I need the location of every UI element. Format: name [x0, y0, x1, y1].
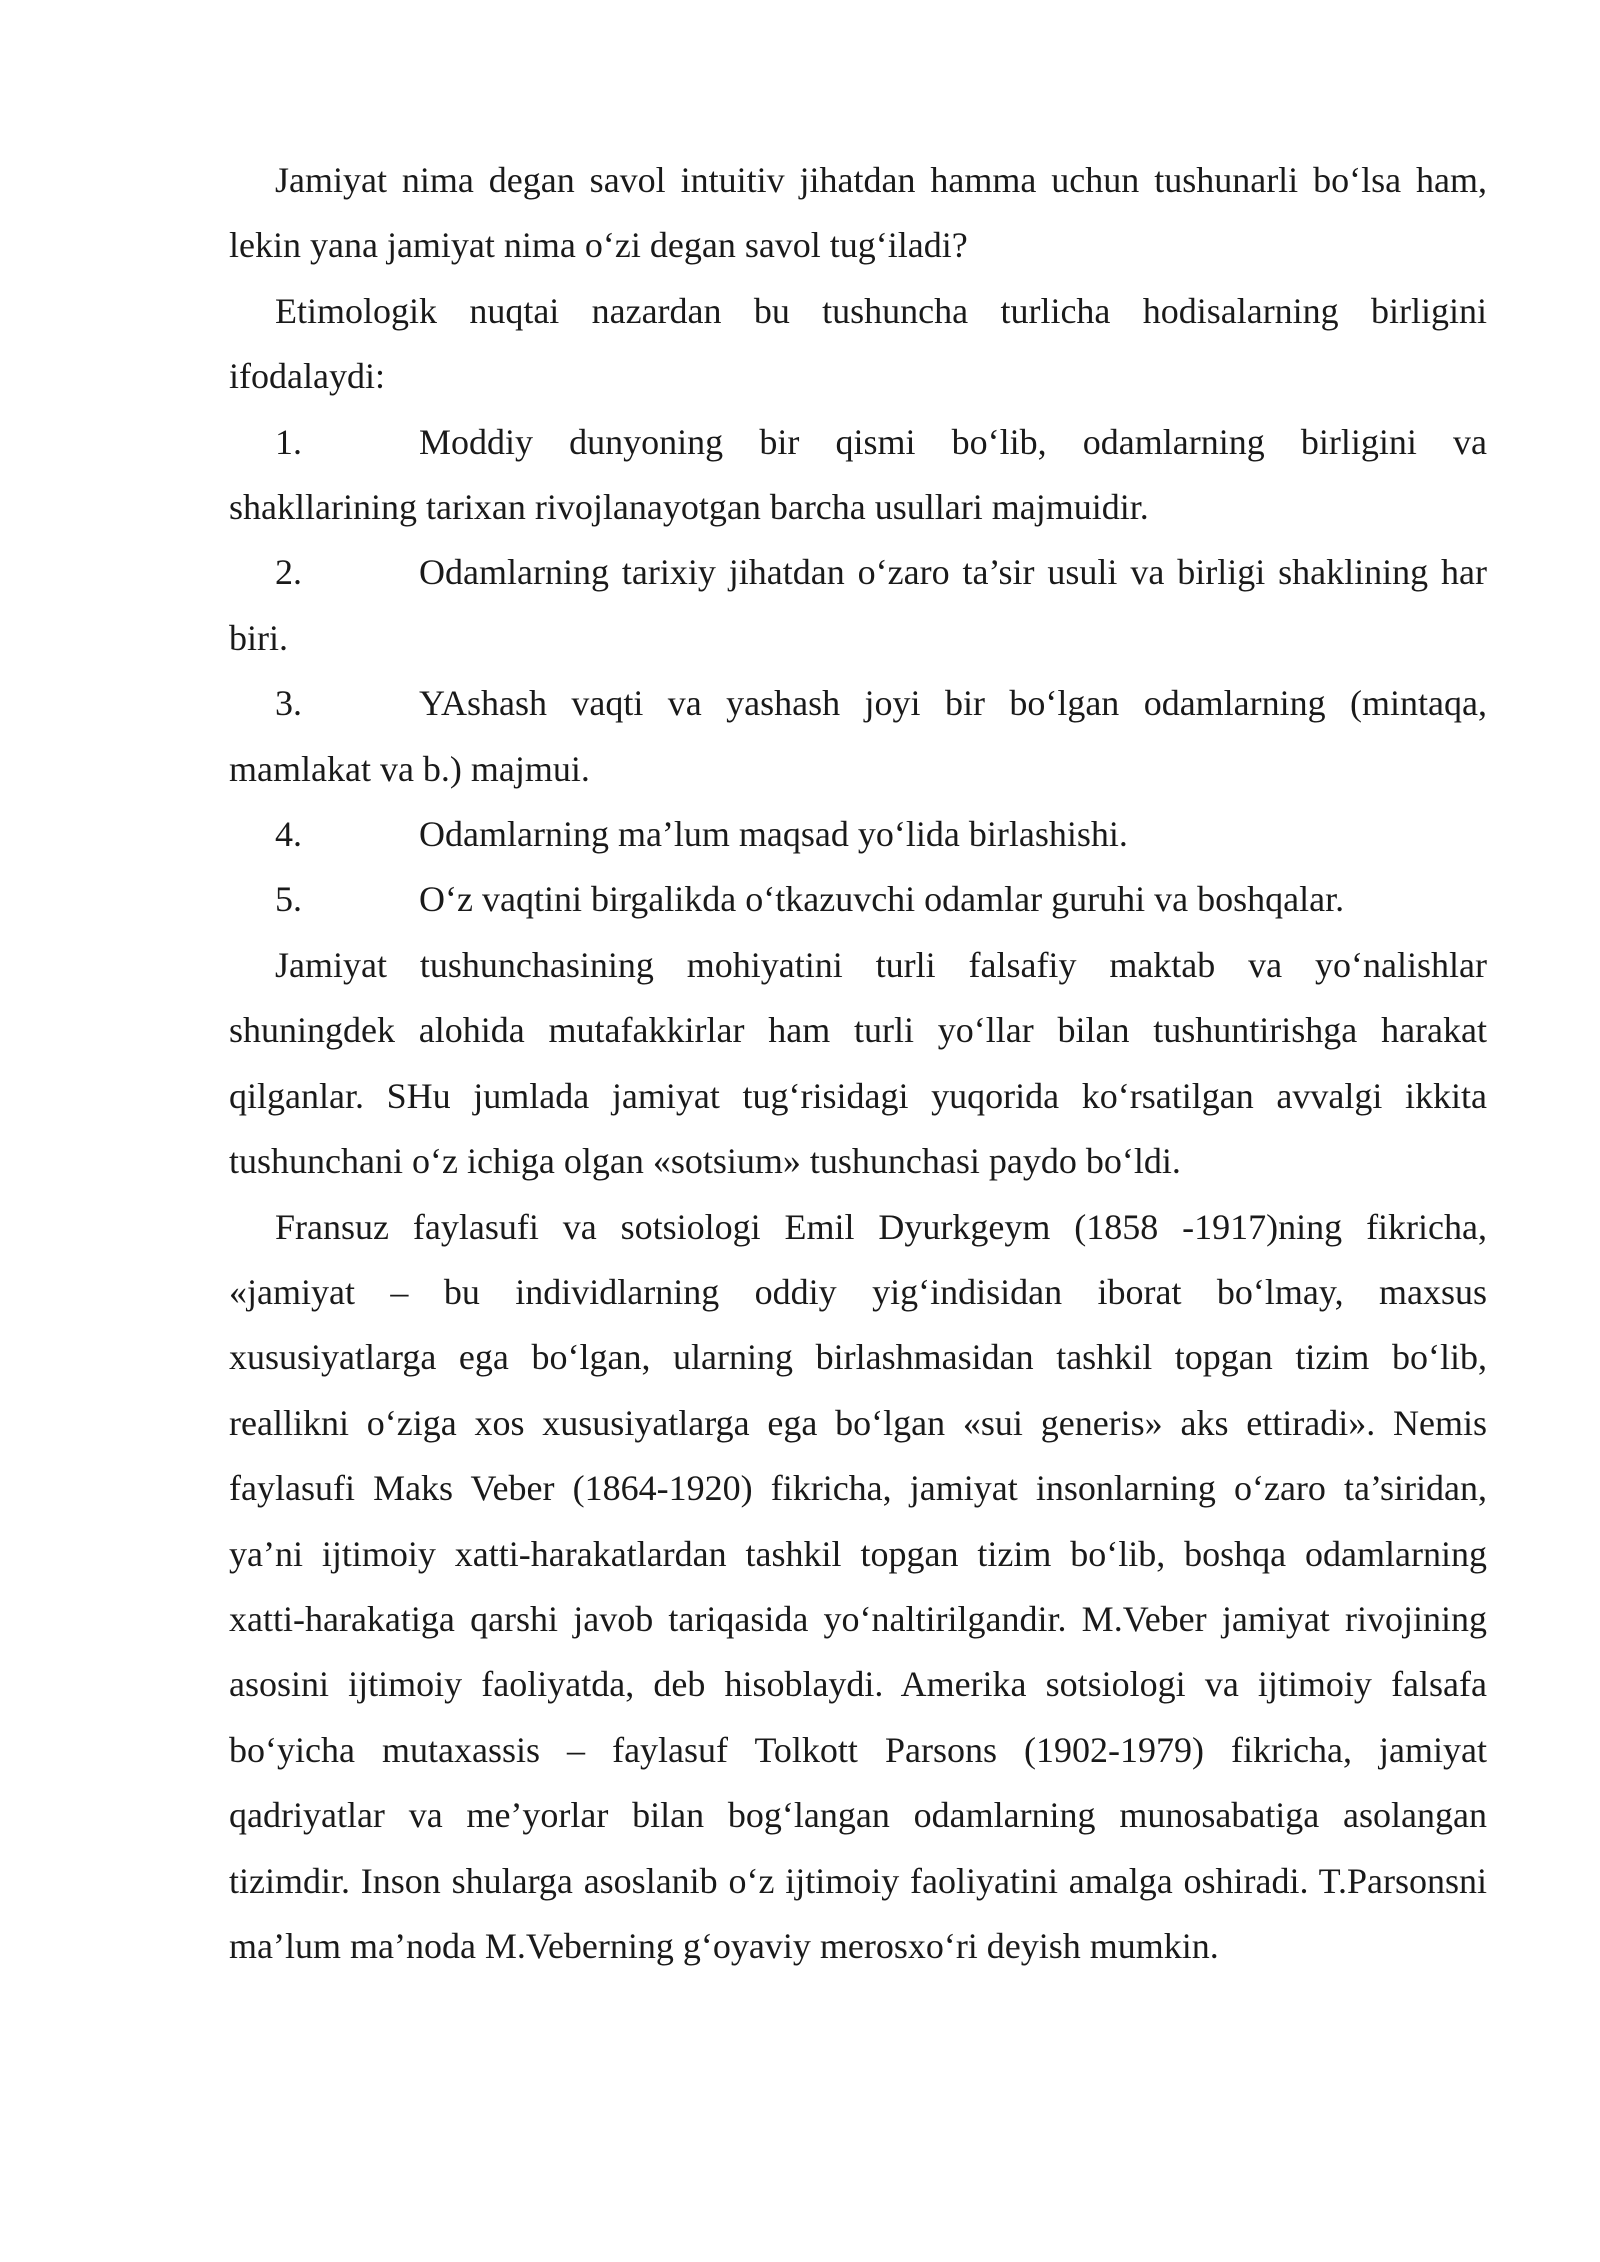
list-item-text: YAshash vaqti va yashash joyi bir bo‘lgan odamlarning (mintaqa, mamlakat va b.) majmui. — [229, 683, 1487, 789]
list-number: 1. — [275, 421, 302, 462]
list-item-4 — [229, 802, 1487, 867]
list-item-text: Odamlarning ma’lum maqsad yo‘lida birlashishi. — [419, 814, 1128, 855]
list-item-3 — [229, 671, 1487, 802]
paragraph-intro-2: Etimologik nuqtai nazardan bu tushuncha turlicha hodisalarning birligini ifodalaydi: — [229, 290, 1487, 397]
list-item-text: Moddiy dunyoning bir qismi bo‘lib, odamlarning birligini va shakllarining tarixan rivojlanayotgan barcha usullari majmuidir. — [229, 421, 1487, 528]
paragraph-intro-1: Jamiyat nima degan savol intuitiv jihatdan hamma uchun tushunarli bo‘lsa ham, lekin yana jamiyat nima o‘zi degan savol tug‘iladi? — [229, 160, 1487, 266]
list-item-2 — [229, 540, 1487, 671]
list-item-text: O‘z vaqtini birgalikda o‘tkazuvchi odamlar guruhi va boshqalar. — [419, 879, 1345, 920]
document-page — [229, 148, 1487, 1979]
paragraph-sotsium: Jamiyat tushunchasining mohiyatini turli falsafiy maktab va yo‘nalishlar shuningdek alohida mutafakkirlar ham turli yo‘llar bilan tushuntirishga harakat qilganlar. SHu jumlada jamiyat tug‘risidagi yuqorida ko‘rsatilgan avvalgi ikkita tushunchani o‘z ichiga olgan «sotsium» tushunchasi paydo bo‘ldi. — [229, 944, 1487, 1182]
paragraph-definitions: Fransuz faylasufi va sotsiologi Emil Dyurkgeym (1858 -1917)ning fikricha, «jamiyat – bu individlarning oddiy yig‘indisidan iborat bo‘lmay, maxsus xususiyatlarga ega bo‘lgan, ularning birlashmasidan tashkil topgan tizim bo‘lib, reallikni o‘ziga xos xususiyatlarga ega bo‘lgan «sui generis» aks ettiradi». Nemis faylasufi Maks Veber (1864-1920) fikricha, jamiyat insonlarning o‘zaro ta’siridan, ya’ni ijtimoiy xatti-harakatlardan tashkil topgan tizim bo‘lib, boshqa odamlarning xatti-harakatiga qarshi javob tariqasida yo‘naltirilgandir. M.Veber jamiyat rivojining asosini ijtimoiy faoliyatda, deb hisoblaydi. Amerika sotsiologi va ijtimoiy falsafa bo‘yicha mutaxassis – faylasuf Tolkott Parsons (1902-1979) fikricha, jamiyat qadriyatlar va me’yorlar bilan bog‘langan odamlarning munosabatiga asolangan tizimdir. Inson shularga asoslanib o‘z ijtimoiy faoliyatini amalga oshiradi. T.Parsonsni ma’lum ma’noda M.Veberning g‘oyaviy merosxo‘ri deyish mumkin. — [229, 1206, 1487, 1966]
list-number: 5. — [275, 879, 302, 920]
list-number: 2. — [275, 552, 302, 593]
list-number: 3. — [275, 683, 302, 724]
list-item-text: Odamlarning tarixiy jihatdan o‘zaro ta’sir usuli va birligi shaklining har biri. — [229, 552, 1487, 658]
list-number: 4. — [275, 814, 302, 855]
list-item-1 — [229, 410, 1487, 541]
list-item-5 — [229, 867, 1487, 932]
